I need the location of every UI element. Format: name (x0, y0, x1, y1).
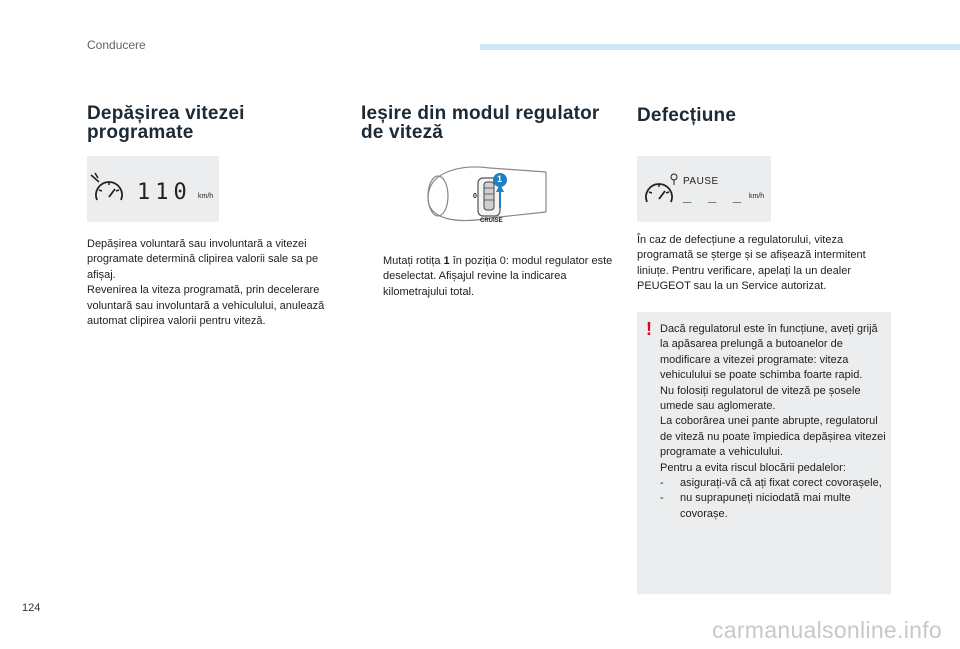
watermark: carmanualsonline.info (711, 617, 942, 643)
warning-icon: ! (646, 319, 652, 339)
dash-mark: - (660, 492, 664, 505)
speedometer-icon (641, 166, 681, 216)
bullet-text-post: în poziția 0: modul regulator este deselectat. Afișajul revine la indicarea kilometrajului total. (383, 255, 613, 298)
list-item (361, 254, 616, 300)
column-speed-exceeded (87, 104, 327, 156)
speed-unit: km/h (749, 193, 765, 200)
bullet-text-pre: Mutați rotița (383, 255, 444, 267)
paragraph: Revenirea la viteza programată, prin decelerare voluntară sau involuntară a vehiculului, anulează automat clipirea valorii pentru viteză. (87, 284, 325, 328)
cruise-lever-illustration (420, 158, 550, 228)
section-title: Conducere (87, 38, 146, 52)
exit-cruise-text (361, 254, 616, 300)
list-item (660, 476, 888, 491)
list-item (660, 491, 888, 522)
warning-text (660, 322, 888, 522)
list-item-text: nu suprapuneți niciodată mai multe covorașe. (680, 492, 851, 520)
bullet-text-bold: 1 (443, 255, 450, 267)
fault-text: În caz de defecțiune a regulatorului, viteza programată se șterge și se afișează intermitent liniuțe. Pentru verificare, apelați la un dealer PEUGEOT sau la un Service autorizat. (637, 234, 866, 293)
cruise-label: CRUISE (480, 218, 503, 224)
dashes-value: _ _ _ (683, 187, 746, 203)
warning-line: La coborârea unei pante abrupte, regulatorul de viteză nu poate împiedica depășirea vitezei programate a vehiculului. (660, 415, 886, 459)
pause-label: PAUSE (683, 176, 719, 187)
column-exit-cruise (361, 104, 616, 156)
heading-exit-cruise (361, 104, 616, 156)
page-number: 124 (22, 602, 41, 614)
warning-line: Pentru a evita riscul blocării pedalelor: (660, 461, 846, 474)
position-label: 0 (473, 193, 477, 200)
display-panel-fault (637, 156, 771, 222)
heading-speed-exceeded (87, 104, 327, 156)
column-fault (637, 104, 892, 158)
heading-line-2: programate (87, 122, 194, 143)
warning-line: Dacă regulatorul este în funcțiune, aveți grijă la apăsarea prelungă a butoanelor de modificare a vitezei programate: viteza vehiculului se poate schimba foarte rapid. (660, 323, 878, 382)
heading-fault (637, 104, 892, 158)
list-item-text: asigurați-vă că ați fixat corect covorașele, (680, 477, 882, 490)
header-bar (480, 44, 960, 50)
bullet-icon (361, 254, 383, 300)
speed-value: 110 (137, 180, 192, 205)
display-panel-speed (87, 156, 219, 222)
heading-line-1: Defecțiune (637, 105, 737, 126)
heading-line-1: Ieșire din modul regulator (361, 103, 600, 124)
heading-line-1: Depășirea vitezei (87, 103, 245, 124)
heading-line-2: de viteză (361, 122, 444, 143)
speed-unit: km/h (198, 193, 214, 200)
callout-1: 1 (497, 174, 503, 184)
paragraph: Depășirea voluntară sau involuntară a vitezei programate determină clipirea valorii sale sa pe afișaj. (87, 238, 319, 281)
warning-line: Nu folosiți regulatorul de viteză pe șosele umede sau aglomerate. (660, 384, 861, 413)
speed-exceeded-text (87, 237, 332, 329)
dash-mark: - (660, 477, 664, 490)
bullet-text (383, 254, 616, 300)
